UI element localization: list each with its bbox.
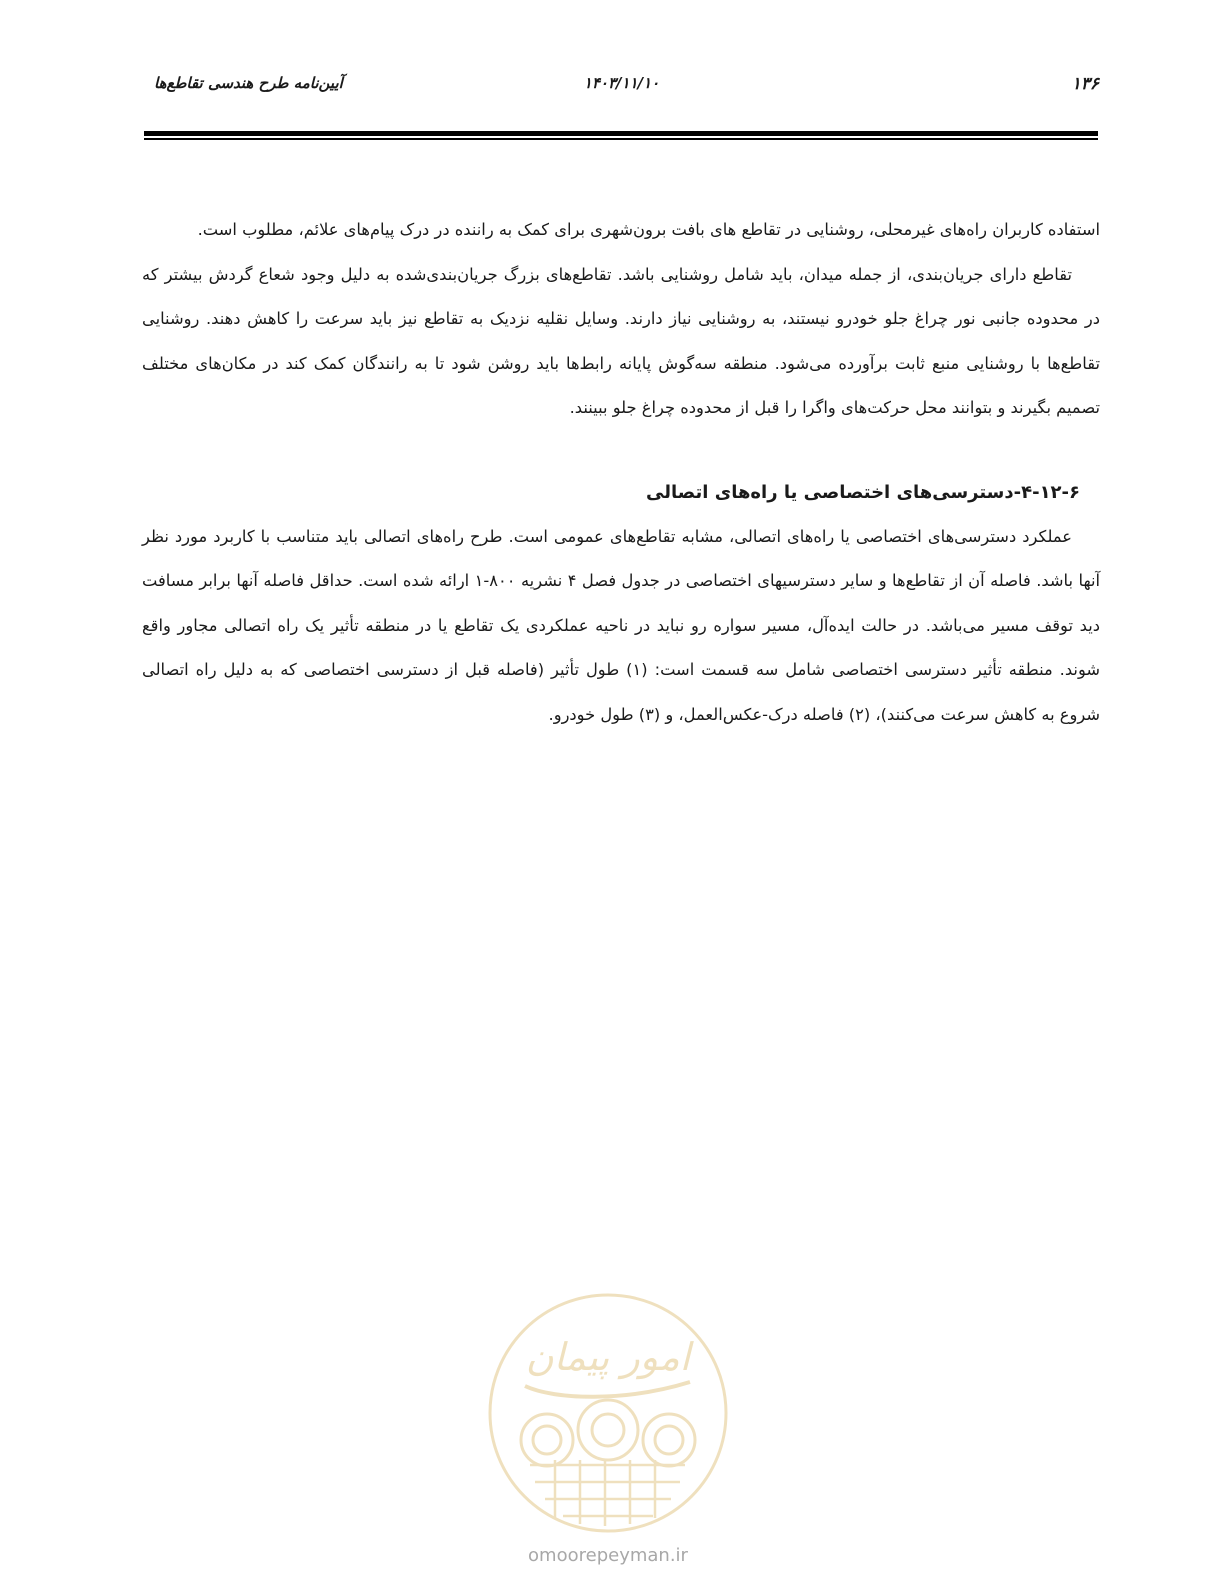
page-number: ۱۳۶ <box>1071 74 1099 94</box>
paragraph-lighting-intro: استفاده کاربران راه‌های غیرمحلی، روشنایی در تقاطع های بافت برون‌شهری برای کمک به راننده در درک پیام‌های علائم، مطلوب است. <box>197 220 1100 239</box>
paragraph-private-access: عملکرد دسترسی‌های اختصاصی یا راه‌های اتصالی، مشابه تقاطع‌های عمومی است. طرح راه‌های اتصالی باید متناسب با کاربرد مورد نظر آنها باشد. فاصله آن از تقاطع‌ها و سایر دسترسیهای اختصاصی در جدول فصل ۴ نشریه ۸۰۰-۱ ارائه شده است. حداقل فاصله آنها برابر مسافت دید توقف مسیر می‌باشد. در حالت ایده‌آل، مسیر سواره رو نباید در ناحیه عملکردی یک تقاطع یا در منطقه تأثیر یک راه اتصالی مجاور واقع شوند. منطقه تأثیر دسترسی اختصاصی شامل سه قسمت است: (۱) طول تأثیر (فاصله قبل از دسترسی اختصاصی که به دلیل راه اتصالی شروع به کاهش سرعت می‌کنند)، (۲) فاصله درک-عکس‌العمل، و (۳) طول خودرو. <box>142 526 1101 724</box>
page-header <box>144 74 1099 102</box>
document-title: آیین‌نامه طرح هندسی تقاطع‌ها <box>154 74 343 92</box>
header-rule-thick <box>144 131 1098 136</box>
header-rule-thin <box>144 138 1098 140</box>
header-date: ۱۴۰۳/۱۱/۱۰ <box>583 74 660 92</box>
paragraph-channelized-lighting: تقاطع دارای جریان‌بندی، از جمله میدان، باید شامل روشنایی باشد. تقاطع‌های بزرگ جریان‌بندی‌شده به دلیل وجود شعاع گردش بیشتر که در محدوده جانبی نور چراغ جلو خودرو نیستند، به روشنایی نیاز دارند. وسایل نقلیه نزدیک به تقاطع نیز باید سرعت را کاهش دهند. روشنایی تقاطع‌ها با روشنایی منبع ثابت برآورده می‌شود. منطقه سه‌گوش پایانه رابط‌ها باید روشن شود تا به رانندگان کمک کند در مکان‌های مختلف تصمیم بگیرند و بتوانند محل حرکت‌های واگرا را قبل از محدوده چراغ جلو ببینند. <box>142 264 1100 417</box>
section-heading: ۴-۱۲-۶-دسترسی‌های اختصاصی یا راه‌های اتصالی <box>646 481 1080 503</box>
watermark-logo-icon <box>485 1290 731 1536</box>
watermark-logo-text: امور پیمان <box>525 1335 691 1379</box>
watermark-url: omoorepeyman.ir <box>528 1545 688 1566</box>
document-body <box>142 208 1100 737</box>
